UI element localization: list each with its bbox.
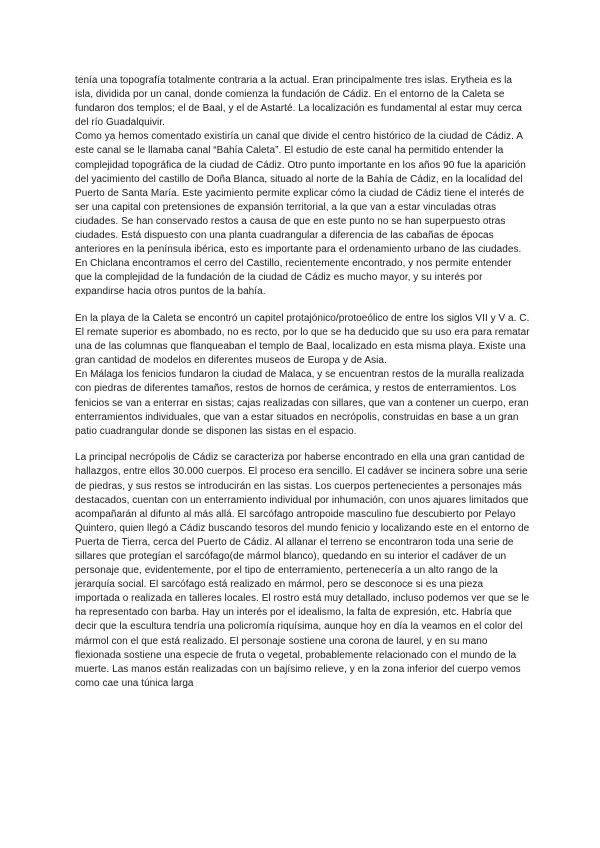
paragraph-bahia-caleta: Como ya hemos comentado existiría un canal que divide el centro histórico de la ciudad de Cádiz. A este canal se le llamaba canal “Bahía Caleta”. El estudio de este canal ha permitido entender la complejidad topográfica de la ciudad de Cádiz. Otro punto importante en los años 90 fue la aparición del yacimiento del castillo de Doña Blanca, situado al norte de la Bahía de Cádiz, en la localidad del Puerto de Santa María. Este yacimiento permite explicar cómo la ciudad de Cádiz tiene el interés de ser una capital con pretensiones de expansión territorial, a la que van a estar vinculadas otras ciudades. Se han conservado restos a causa de que en este punto no se han superpuesto otras ciudades. Está dispuesto con una planta cuadrangular a diferencia de las cabañas de épocas anteriores en la península ibérica, esto es importante para el ordenamiento urbano de las ciudades. bbox=[75, 131, 526, 256]
paragraph-malaga: En Málaga los fenicios fundaron la ciudad de Malaca, y se encuentran restos de la muralla realizada con piedras de diferentes tamaños, restos de hornos de cerámica, y restos de enterramientos. Los fenicios se van a enterrar en sistas; cajas realizadas con sillares, que van a contener un cuerpo, eran enterramientos individuales, que van a estar situados en necrópolis, construidas en base a un gran patio cuadrangular donde se disponen las sistas en el espacio. bbox=[75, 369, 529, 437]
paragraph-chiclana: En Chiclana encontramos el cerro del Castillo, recientemente encontrado, y nos permite entender que la complejidad de la fundación de la ciudad de Cádiz es mucho mayor, y su interés por expandirse hacia otros puntos de la bahía. bbox=[75, 258, 512, 298]
paragraph-caleta-capitel: En la playa de la Caleta se encontró un capitel protajónico/protoeólico de entre los siglos VII y V a. C. El remate superior es abombado, no es recto, por lo que se ha deducido que su uso era para rematar una de las columnas que flanqueaban el templo de Baal, localizado en esta misma playa. Existe una gran cantidad de modelos en diferentes museos de Europa y de Asia. bbox=[75, 313, 530, 367]
document-body bbox=[75, 74, 530, 691]
paragraph-necropolis: La principal necrópolis de Cádiz se caracteriza por haberse encontrado en ella una gran cantidad de hallazgos, entre ellos 30.000 cuerpos. El proceso era sencillo. El cadáver se incinera sobre una serie de piedras, y sus restos se introducirán en las sistas. Los cuerpos pertenecientes a personajes más destacados, cuentan con un enterramiento individual por inhumación, con unos ajuares limitados que acompañarán al difunto al más allá. El sarcófago antropoide masculino fue descubierto por Pelayo Quintero, quien llegó a Cádiz buscando tesoros del mundo fenicio y localizando este en el entorno de Puerta de Tierra, cerca del Puerto de Cádiz. Al allanar el terreno se encontraron toda una serie de sillares que protegían el sarcófago(de mármol blanco), quedando en su interior el cadáver de un personaje que, evidentemente, por el tipo de enterramiento, pertenecería a un alto rango de la jerarquía social. El sarcófago está realizado en mármol, pero se desconoce si es una pieza importada o realizada en talleres locales. El rostro está muy detallado, incluso podemos ver que se le ha representado con barba. Hay un interés por el idealismo, la falta de expresión, etc. Habría que decir que la escultura tendría una policromía riquísima, aunque hoy en día la veamos en el color del mármol con el que está realizado. El personaje sostiene una corona de laurel, y en su mano flexionada sostiene una especie de fruta o vegetal, probablemente relacionado con el mundo de la muerte. Las manos están realizadas con un bajísimo relieve, y en la zona inferior del cuerpo vemos como cae una túnica larga bbox=[75, 452, 530, 689]
paragraph-topography: tenía una topografía totalmente contraria a la actual. Eran principalmente tres islas. Erytheia es la isla, dividida por un canal, donde comienza la fundación de Cádiz. En el entorno de la Caleta se fundaron dos templos; el de Baal, y el de Astarté. La localización es fundamental al estar muy cerca del río Guadalquivir. bbox=[75, 75, 522, 129]
